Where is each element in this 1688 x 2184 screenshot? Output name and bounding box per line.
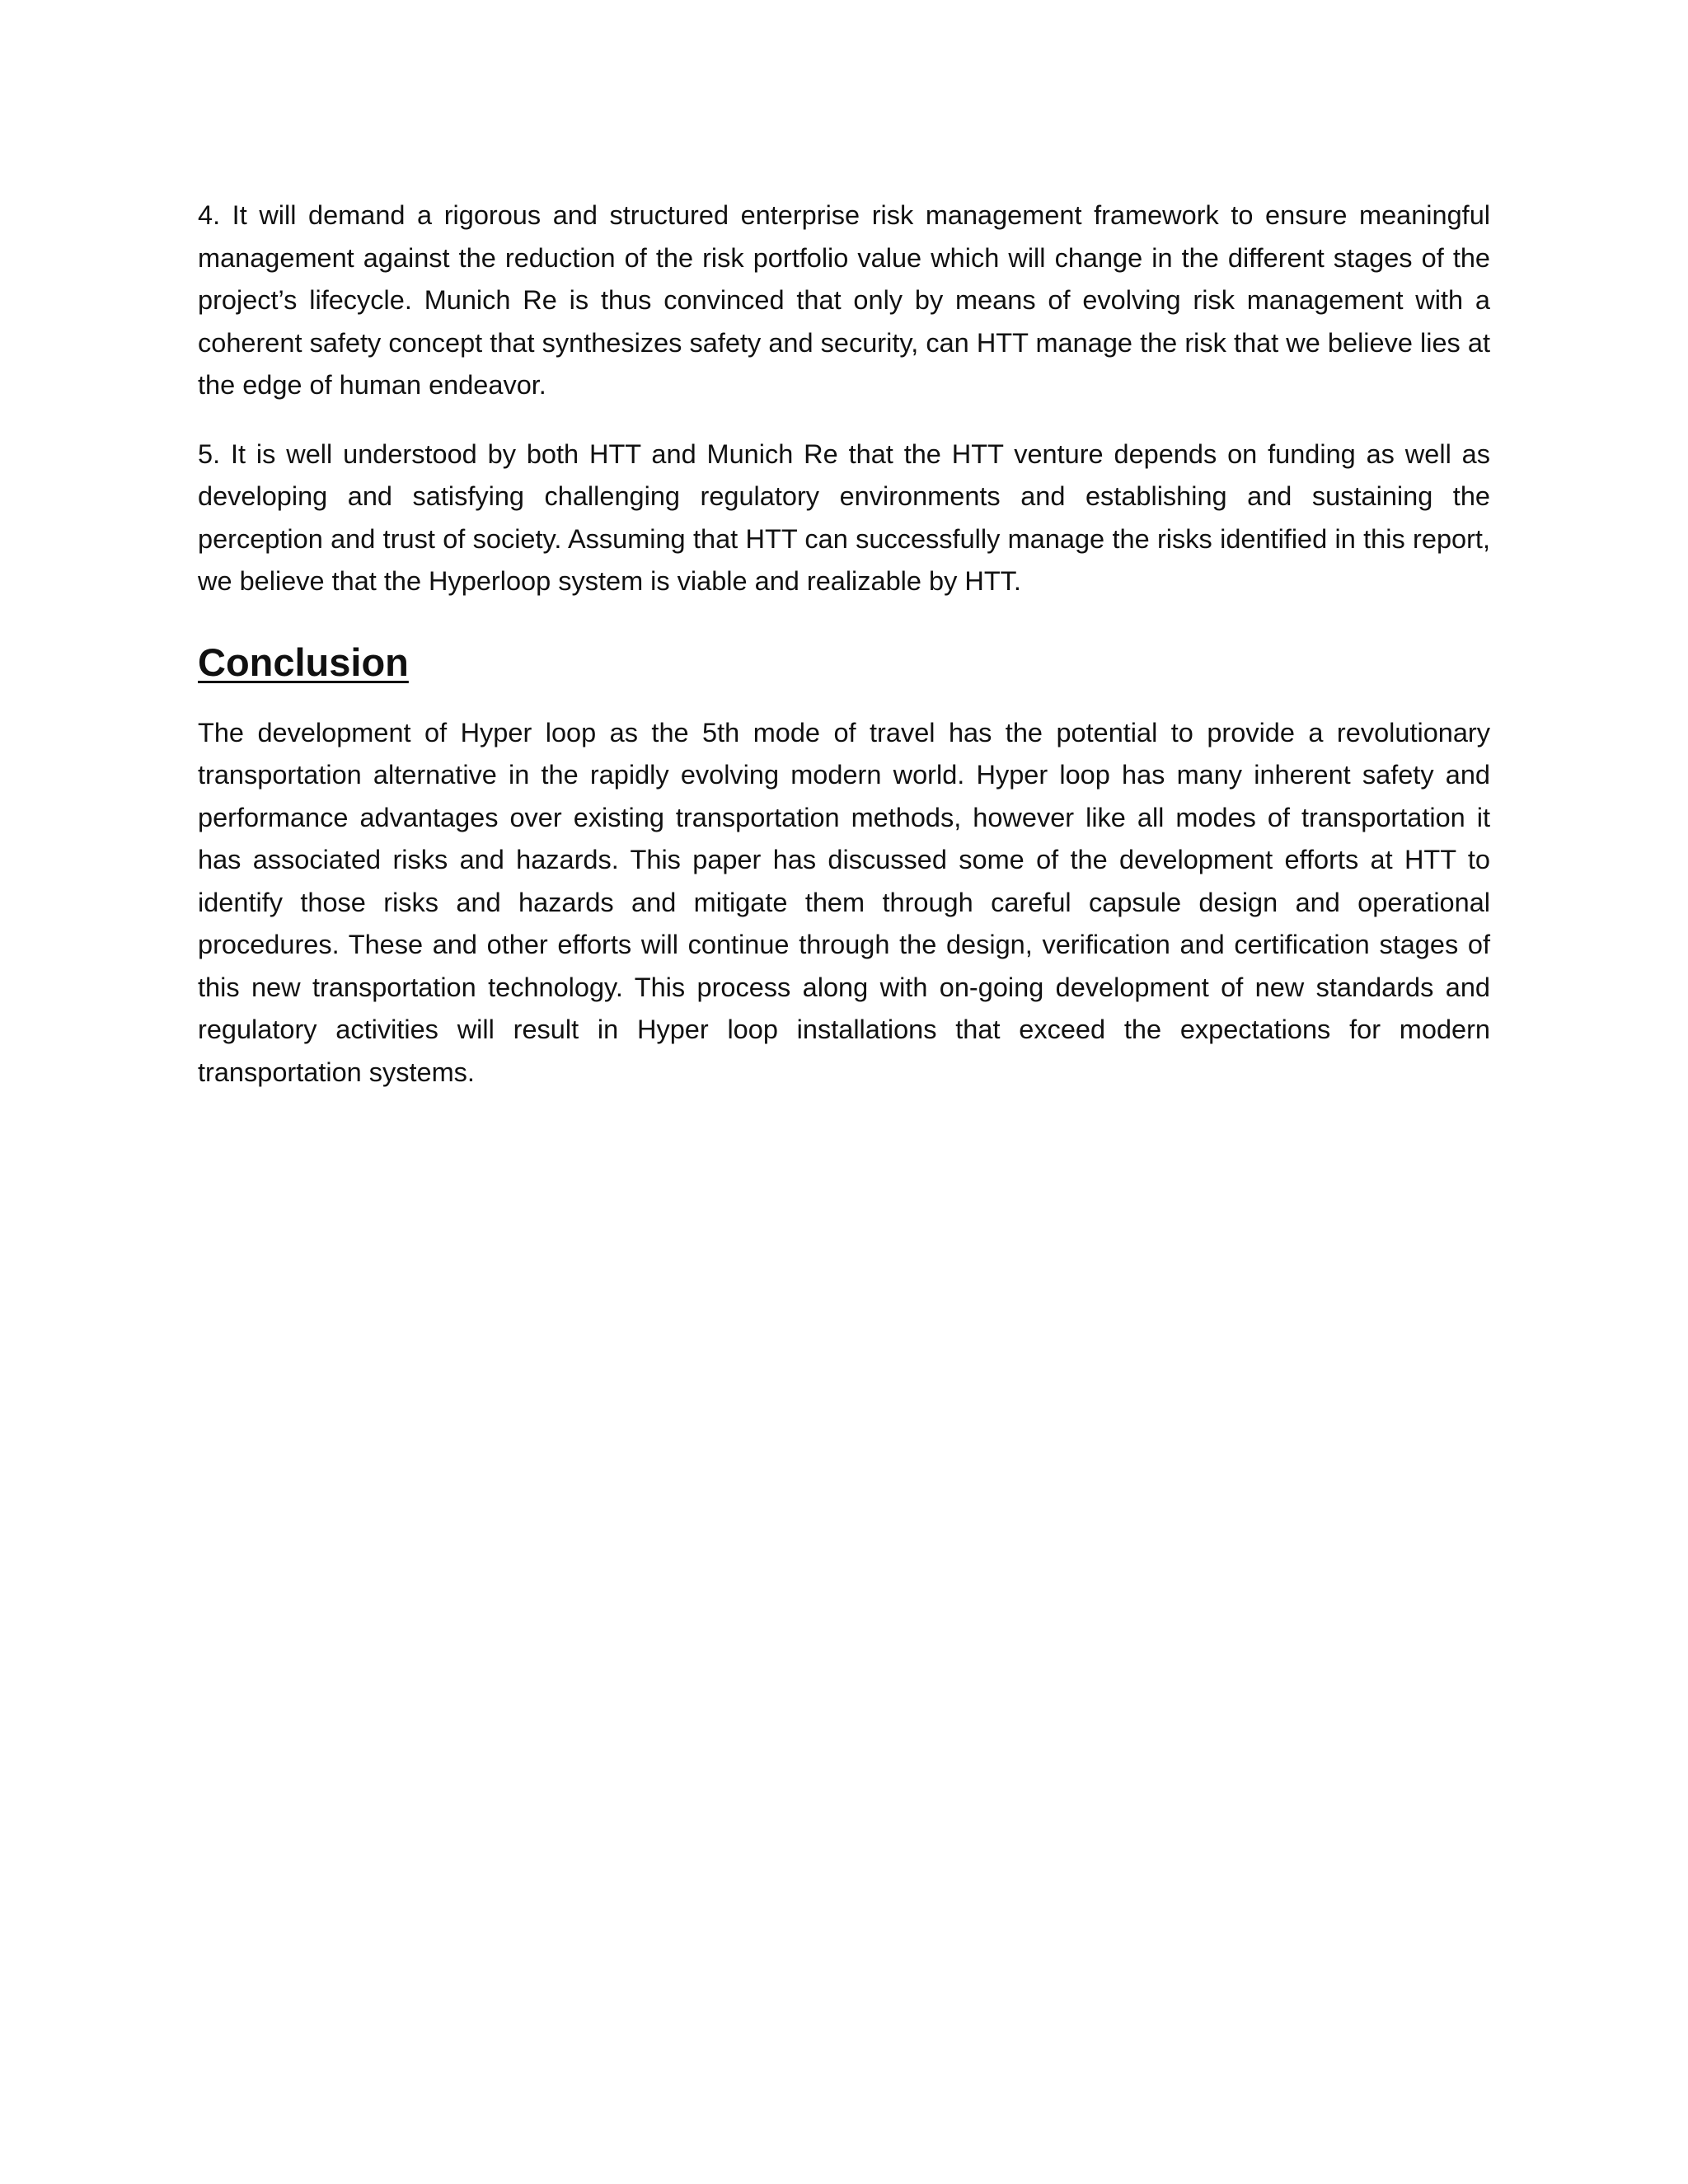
conclusion-heading: Conclusion (198, 640, 409, 684)
document-body (198, 194, 1490, 1094)
conclusion-paragraph: The development of Hyper loop as the 5th mode of travel has the potential to provide a revolutionary transportation alternative in the rapidly evolving modern world. Hyper loop has many inherent safety and performance advantages over existing transportation methods, however like all modes of transportation it has associated risks and hazards. This paper has discussed some of the development efforts at HTT to identify those risks and hazards and mitigate them through careful capsule design and operational procedures. These and other efforts will continue through the design, verification and certification stages of this new transportation technology. This process along with on-going development of new standards and regulatory activities will result in Hyper loop installations that exceed the expectations for modern transportation systems. (198, 717, 1490, 1087)
paragraph-point-5: 5. It is well understood by both HTT and Munich Re that the HTT venture depends on funding as well as developing and satisfying challenging regulatory environments and establishing and sustaining the perception and trust of society. Assuming that HTT can successfully manage the risks identified in this report, we believe that the Hyperloop system is viable and realizable by HTT. (198, 438, 1490, 596)
paragraph-point-4: 4. It will demand a rigorous and structured enterprise risk management framework to ensure meaningful management against the reduction of the risk portfolio value which will change in the different stages of the project’s lifecycle. Munich Re is thus convinced that only by means of evolving risk management with a coherent safety concept that synthesizes safety and security, can HTT manage the risk that we believe lies at the edge of human endeavor. (198, 200, 1490, 400)
